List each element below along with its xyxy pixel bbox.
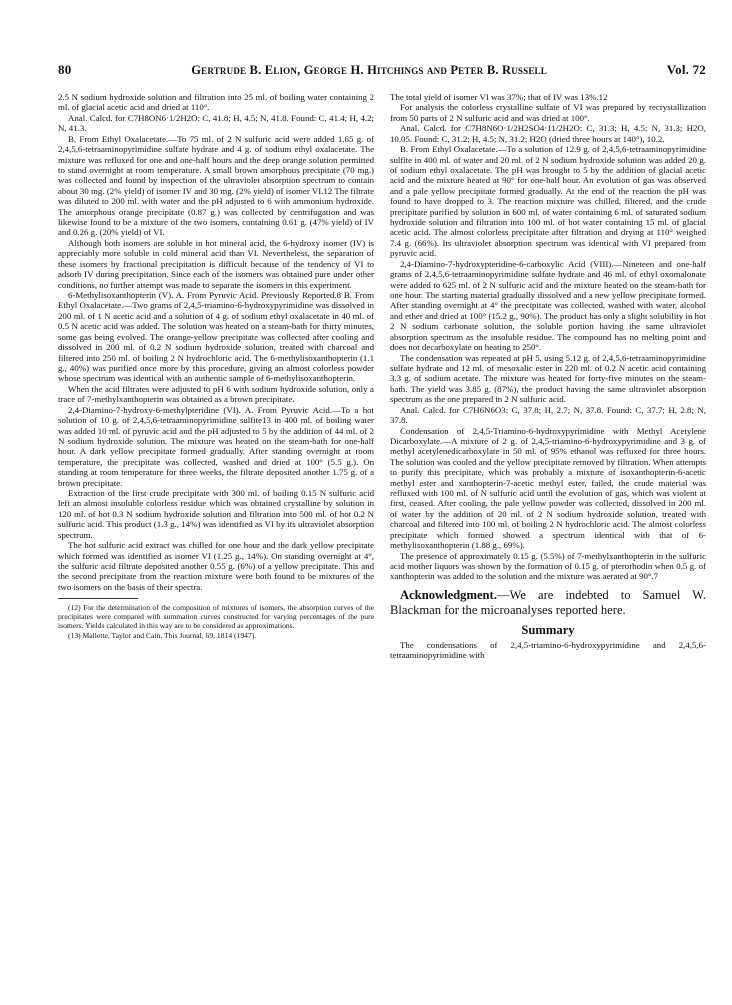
page-number: 80	[58, 62, 72, 77]
paragraph: B. From Ethyl Oxalacetate.—To 75 ml. of 2 N sulfuric acid were added 1.65 g. of 2,4,5,6-tetraaminopyrimidine sulfate hydrate and 4 g. of sodium ethyl oxalacetate. The mixture was refluxed for one and one-half hours and the deep orange solution permitted to stand overnight at room temperature. A small brown amorphous precipitate (70 mg.) was collected and found by inspection of the ultraviolet absorption spectrum to contain about 30 mg. (2% yield) of isomer IV and 30 mg. (2% yield) of isomer VI.12 The filtrate was diluted to 200 ml. with water and the pH adjusted to 6 with ammonium hydroxide. The amorphous orange precipitate (0.87 g.) was collected by centrifugation and was likewise found to be a mixture of the two isomers, containing 0.61 g. (47% yield) of IV and 0.26 g. (20% yield) of VI.	[58, 133, 374, 238]
running-authors: Gertrude B. Elion, George H. Hitchings and Peter B. Russell	[191, 63, 547, 77]
page-header	[58, 62, 706, 78]
summary-heading: Summary	[521, 622, 575, 637]
body-columns	[58, 92, 706, 660]
left-column	[58, 92, 374, 660]
paragraph: Condensation of 2,4,5-Triamino-6-hydroxypyrimidine with Methyl Acetylene Dicarboxylate.—A mixture of 2 g. of 2,4,5-triamino-6-hydroxypyrimidine and 3 g. of methyl acetylenedicarboxylate in 50 ml. of 95% ethanol was refluxed for three hours. The solution was cooled and the yellow precipitate removed by filtration. When attempts to purify this precipitate, which was probably a mixture of isoxanthopterin-6-acetic methyl ester and xanthopterin-7-acetic methyl ester, failed, the crude material was refluxed with 100 ml. of N sulfuric acid until the evolution of gas, which was violent at first, ceased. After cooling, the pale yellow powder was collected, dissolved in 200 ml. of water by the addition of 20 ml. of 2 N sodium hydroxide solution, treated with charcoal and filtered into 100 ml. of boiling 2 N hydrochloric acid. The almost colorless precipitate which formed showed a spectrum identical with that of 6-methylisoxanthopterin (1.88 g., 69%).	[390, 425, 706, 551]
paragraph: Anal. Calcd. for C7H6N6O3: C, 37.8; H, 2.7; N, 37.8. Found: C, 37.7; H, 2.8; N, 37.8.	[390, 404, 706, 426]
footnote: (13) Mallette, Taylor and Cain, This Journal, 69, 1814 (1947).	[68, 630, 257, 640]
footnote: (12) For the determination of the composition of mixtures of isomers, the absorption curves of the precipitates were compared with summation curves constructed for varying percentages of the pure isomers. Yields calculated in this way are to be considered as approximations.	[58, 603, 374, 631]
paragraph: 2,4-Diamino-7-hydroxy-6-methylpteridine (VI). A. From Pyruvic Acid.—To a hot solution of 10 g. of 2,4,5,6-tetraaminopyrimidine sulfite13 in 400 ml. of boiling water was added 10 ml. of pyruvic acid and the pH adjusted to 5 by the addition of 44 ml. of 2 N sodium hydroxide solution. The mixture was heated on the steam-bath for one-half hour. A dark yellow precipitate formed gradually. After standing overnight at room temperature, the precipitate was collected, washed and dried at 100° (5.5 g.). On standing at room temperature for three weeks, the filtrate deposited another 1.75 g. of a brown precipitate.	[58, 404, 374, 488]
paragraph: 2,4-Diamino-7-hydroxypteridine-6-carboxylic Acid (VIII).—Nineteen and one-half grams of 2,4,5,6-tetraaminopyrimidine sulfate hydrate and 46 ml. of ethyl oxomalonate were added to 625 ml. of 2 N sulfuric acid and the mixture heated on the steam-bath for one hour. The starting material gradually dissolved and a new yellow precipitate formed. After standing overnight at 4° the precipitate was collected, washed with water, alcohol and ether and dried at 100° (15.2 g., 90%). The product has only a slight solubility in hot 2 N sodium carbonate solution, the soluble portion having the same ultraviolet absorption spectrum as the insoluble residue. The compound has no melting point and does not decarboxylate on heating to 250°.	[390, 258, 706, 353]
paragraph: When the acid filtrates were adjusted to pH 6 with sodium hydroxide solution, only a trace of 7-methylxanthopterin was obtained as a brown precipitate.	[58, 383, 374, 405]
paragraph: The hot sulfuric acid extract was chilled for one hour and the dark yellow precipitate which formed was identified as isomer VI (1.25 g., 14%). On standing overnight at 4°, the sulfuric acid filtrate deposited another 0.55 g. (6%) of a yellow precipitate. This and the second precipitate from the reaction mixture were both found to be mixtures of the two isomers on the basis of their spectra.	[58, 540, 374, 592]
acknowledgment-heading: Acknowledgment.	[400, 587, 497, 602]
paragraph: 6-Methylisoxanthopterin (V). A. From Pyruvic Acid. Previously Reported.8 B. From Ethyl Oxalacetate.—Two grams of 2,4,5-triamino-6-hydroxypyrimidine was dissolved in 200 ml. of 1 N acetic acid and a solution of 4 g. of sodium ethyl oxalacetate in 40 ml. of 0.5 N acetic acid was added. The solution was heated on a steam-bath for thirty minutes, some gas being evolved. The orange-yellow precipitate was collected after cooling and dissolved in 200 ml. of 0.2 N sodium hydroxide solution, treated with charcoal and filtered into 250 ml. of boiling 2 N hydrochloric acid. The 6-methylisoxanthopterin (1.1 g., 40%) was purified once more by this procedure, giving an almost colorless powder whose spectrum was identical with an authentic sample of 6-methylisoxanthopterin.	[58, 290, 374, 384]
acknowledgment-text: —We are indebted to Samuel W. Blackman for the microanalyses reported here.	[390, 587, 706, 618]
paragraph: Anal. Calcd. for C7H8ON6·1/2H2O: C, 41.8; H, 4.5; N, 41.8. Found: C, 41.4; H, 4.2; N, 41.3.	[58, 112, 374, 134]
paragraph: Although both isomers are soluble in hot mineral acid, the 6-hydroxy isomer (IV) is appreciably more soluble in cold mineral acid than VI. Nevertheless, the separation of these isomers by fractional precipitation is difficult because of the tendency of VI to adsorb IV during precipitation. Since each of the isomers was obtained pure under other conditions, no further attempt was made to separate the isomers in this experiment.	[58, 237, 374, 290]
acknowledgment	[390, 588, 706, 619]
paragraph: The total yield of isomer VI was 37%; that of IV was 13%.12	[390, 92, 608, 102]
paragraph: Anal. Calcd. for C7H8N6O·1/2H2SO4·11/2H2O: C, 31.3; H, 4.5; N, 31.3; H2O, 10.05. Found: C, 31.2; H, 4.5; N, 31.2; H2O (dried three hours at 140°), 10.2.	[390, 123, 706, 144]
right-column	[390, 92, 706, 660]
paragraph: The presence of approximately 0.15 g. (5.5%) of 7-methylxanthopterin in the sulfuric acid mother liquors was shown by the formation of 0.15 g. of pterorhodin when 0.5 g. of xanthopterin was added to the solution and the mixture was aerated at 90°.7	[390, 550, 706, 582]
volume-label: Vol. 72	[666, 62, 706, 77]
paragraph: Extraction of the first crude precipitate with 300 ml. of boiling 0.15 N sulfuric acid left an almost insoluble colorless residue which was obtained crystalline by solution in 120 ml. of hot 0.3 N sodium hydroxide solution and filtration into 500 ml. of hot 0.2 N sulfuric acid. This product (1.3 g., 14%) was identified as VI by its ultraviolet absorption spectrum.	[58, 488, 374, 540]
paragraph: 2.5 N sodium hydroxide solution and filtration into 25 ml. of boiling water containing 2 ml. of glacial acetic acid and dried at 110°.	[58, 92, 374, 113]
paragraph: B. From Ethyl Oxalacetate.—To a solution of 12.9 g. of 2,4,5,6-tetraaminopyrimidine sulfite in 400 ml. of water and 20 ml. of 2 N sodium hydroxide solution was added 20 g. of sodium ethyl oxalacetate. The pH was brought to 5 by the addition of glacial acetic acid and the mixture heated at 90° for one-half hour. An evolution of gas was observed and a pale yellow precipitate formed gradually. At the end of the reaction the pH was found to have dropped to 3. The reaction mixture was chilled, filtered, and the crude precipitate purified by solution in 600 ml. of water containing 6 ml. of saturated sodium hydroxide solution and filtration into 100 ml. of hot water containing 15 ml. of glacial acetic acid. The almost colorless precipitate after filtration and drying at 110° weighed 7.4 g. (66%). Its ultraviolet absorption spectrum was identical with VI prepared from pyruvic acid.	[390, 144, 706, 259]
paragraph: For analysis the colorless crystalline sulfate of VI was prepared by recrystallization from 50 parts of 2 N sulfuric acid and was dried at 100°.	[390, 102, 706, 123]
summary-text: The condensations of 2,4,5-triamino-6-hydroxypyrimidine and 2,4,5,6-tetraaminopyrimidine with	[390, 639, 706, 660]
paragraph: The condensation was repeated at pH 5, using 5.12 g. of 2,4,5,6-tetraaminopyrimidine sulfate hydrate and 12 ml. of mesoxalic ester in 220 ml. of 0.2 N acetic acid containing 3.3 g. of sodium acetate. The mixture was heated for forty-five minutes on the steam-bath. The yield was 3.85 g. (87%), the product having the same ultraviolet absorption spectrum as the one prepared in 2 N sulfuric acid.	[390, 352, 706, 405]
footnote-divider	[58, 598, 138, 599]
